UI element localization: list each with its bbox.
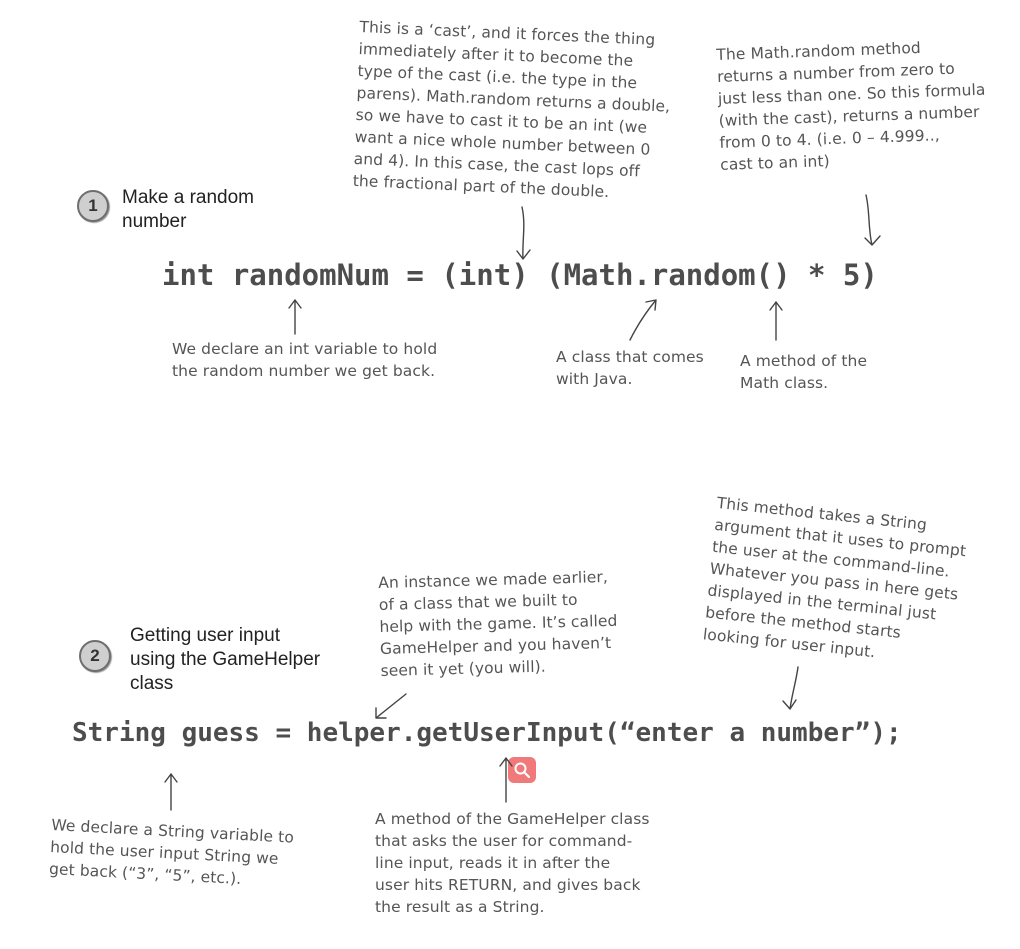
instance-annotation: An instance we made earlier, of a class that we built to help with the game. It’s called GameHelper and you haven’t seen it yet (you will). xyxy=(378,567,618,680)
string-variable-annotation: We declare a String variable to hold the user input String we get back (“3”, “5”, etc.). xyxy=(48,815,295,888)
code-line-random: int randomNum = (int) (Math.random() * 5) xyxy=(162,258,878,292)
cast-annotation: This is a ‘cast’, and it forces the thing immediately after it to become the type of the cast (i.e. the type in the parens). Math.random returns a double, so we have to cast it to be an int (we want a nice whole number between 0 and 4). In this case, the cast lops off the fractional part of the double. xyxy=(352,17,671,202)
method-annotation: A method of the Math class. xyxy=(740,352,868,392)
step-2-badge: 2 xyxy=(79,640,111,672)
int-variable-arrow xyxy=(284,296,306,338)
int-variable-annotation: We declare an int variable to hold the random number we get back. xyxy=(172,340,438,380)
math-random-annotation: The Math.random method returns a number from zero to just less than one. So this formula (with the cast), returns a number from 0 to 4. (i.e. 0 – 4.999.., cast to an int) xyxy=(716,38,986,174)
class-arrow xyxy=(624,294,664,344)
step-2-label: Getting user input using the GameHelper class xyxy=(130,625,321,694)
step-1-badge: 1 xyxy=(77,190,109,222)
prompt-arrow xyxy=(778,664,808,714)
class-annotation: A class that comes with Java. xyxy=(556,348,704,388)
method-arrow xyxy=(765,298,787,344)
gamehelper-method-annotation: A method of the GameHelper class that asks the user for command- line input, reads it in after the user hits RETURN, and gives back the result as a String. xyxy=(375,810,650,916)
prompt-annotation: This method takes a String argument that it uses to prompt the user at the command-line. Whatever you pass in here gets displayed in the terminal just before the method starts looking for user input. xyxy=(702,493,967,662)
gamehelper-method-arrow xyxy=(495,754,517,806)
step-1-label: Make a random number xyxy=(122,187,255,232)
math-random-arrow xyxy=(858,192,888,252)
cast-arrow xyxy=(510,205,540,265)
code-line-user-input: String guess = helper.getUserInput(“enter a number”); xyxy=(72,718,902,748)
string-variable-arrow xyxy=(160,770,182,814)
